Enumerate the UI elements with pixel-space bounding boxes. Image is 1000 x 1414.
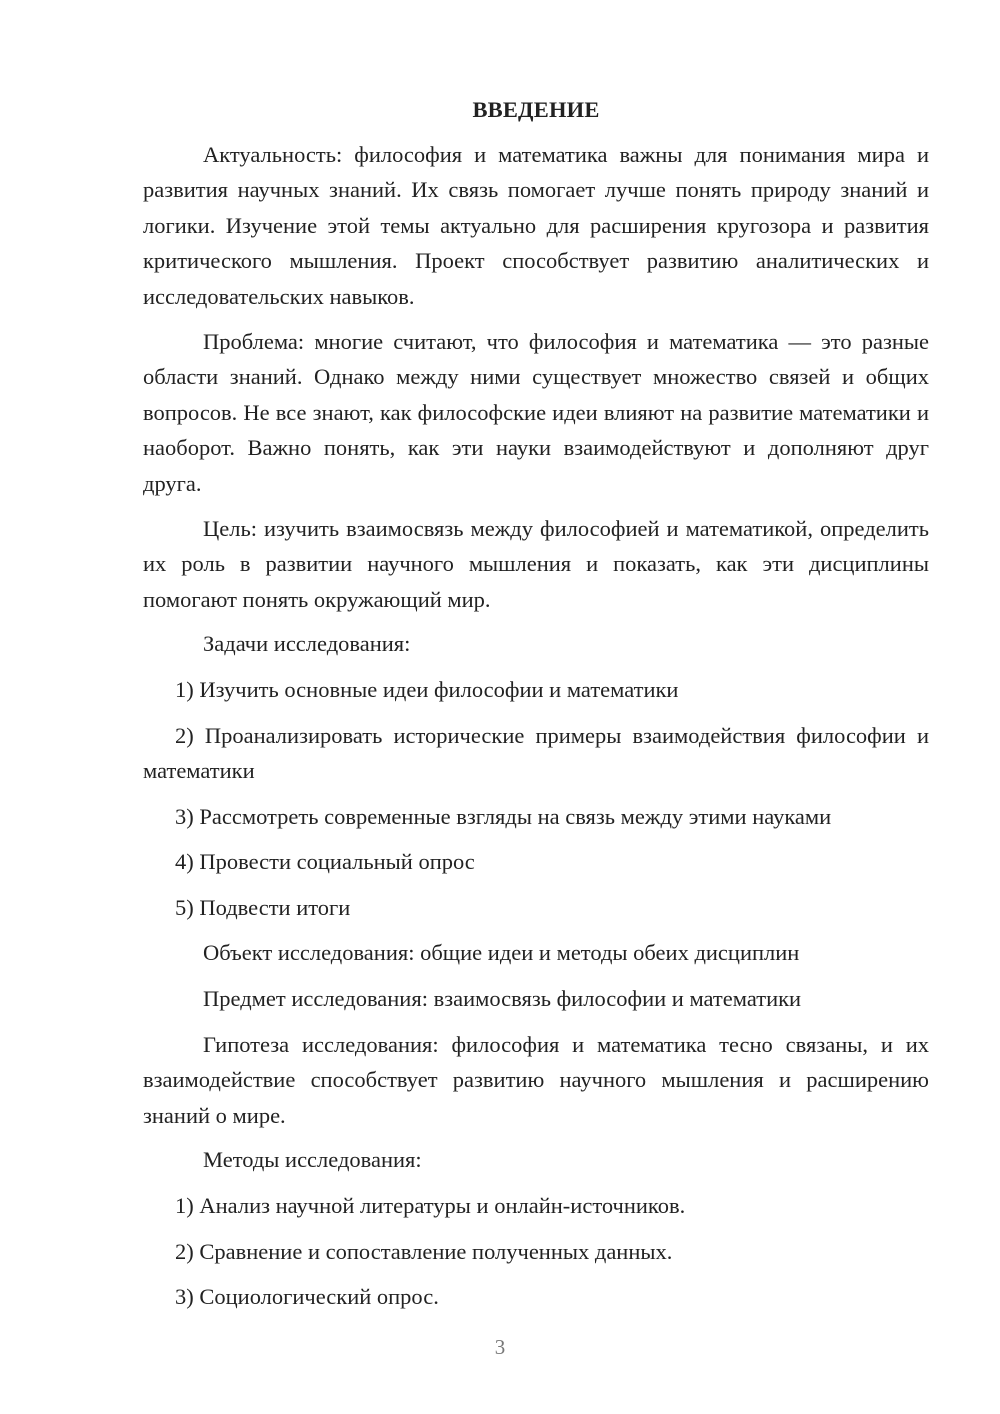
hypothesis-paragraph: Гипотеза исследования: философия и математика тесно связаны, и их взаимодействие способствует развитию научного мышления и расширению знаний о мире. (143, 1031, 929, 1128)
task-item: 1) Изучить основные идеи философии и математики (175, 676, 679, 702)
methods-heading: Методы исследования: (203, 1147, 422, 1173)
problem-paragraph: Проблема: многие считают, что философия и математика — это разные области знаний. Однако между ними существует множество связей и общих вопросов. Не все знают, как философские идеи влияют на развитие математики и наоборот. Важно понять, как эти науки взаимодействуют и дополняют друг друга. (143, 328, 929, 496)
task-item: 3) Рассмотреть современные взгляды на связь между этими науками (175, 803, 832, 829)
relevance-paragraph: Актуальность: философия и математика важны для понимания мира и развития научных знаний. Их связь помогает лучше понять природу знаний и логики. Изучение этой темы актуально для расширения кругозора и развития критического мышления. Проект способствует развитию аналитических и исследовательских навыков. (143, 141, 929, 309)
task-item: 4) Провести социальный опрос (175, 849, 475, 875)
method-item: 2) Сравнение и сопоставление полученных данных. (175, 1238, 673, 1264)
task-item: 5) Подвести итоги (175, 894, 351, 920)
page-number: 3 (494, 1335, 506, 1359)
research-subject: Предмет исследования: взаимосвязь философии и математики (203, 986, 802, 1012)
page-content (143, 92, 929, 1325)
goal-paragraph: Цель: изучить взаимосвязь между философией и математикой, определить их роль в развитии научного мышления и показать, как эти дисциплины помогают понять окружающий мир. (143, 515, 929, 612)
section-title: ВВЕДЕНИЕ (472, 97, 600, 122)
method-item: 3) Социологический опрос. (175, 1284, 439, 1310)
task-item: 2) Проанализировать исторические примеры взаимодействия философии и математики (143, 722, 929, 784)
method-item: 1) Анализ научной литературы и онлайн-источников. (175, 1193, 686, 1219)
tasks-heading: Задачи исследования: (203, 631, 411, 657)
research-object: Объект исследования: общие идеи и методы обеих дисциплин (203, 940, 800, 966)
